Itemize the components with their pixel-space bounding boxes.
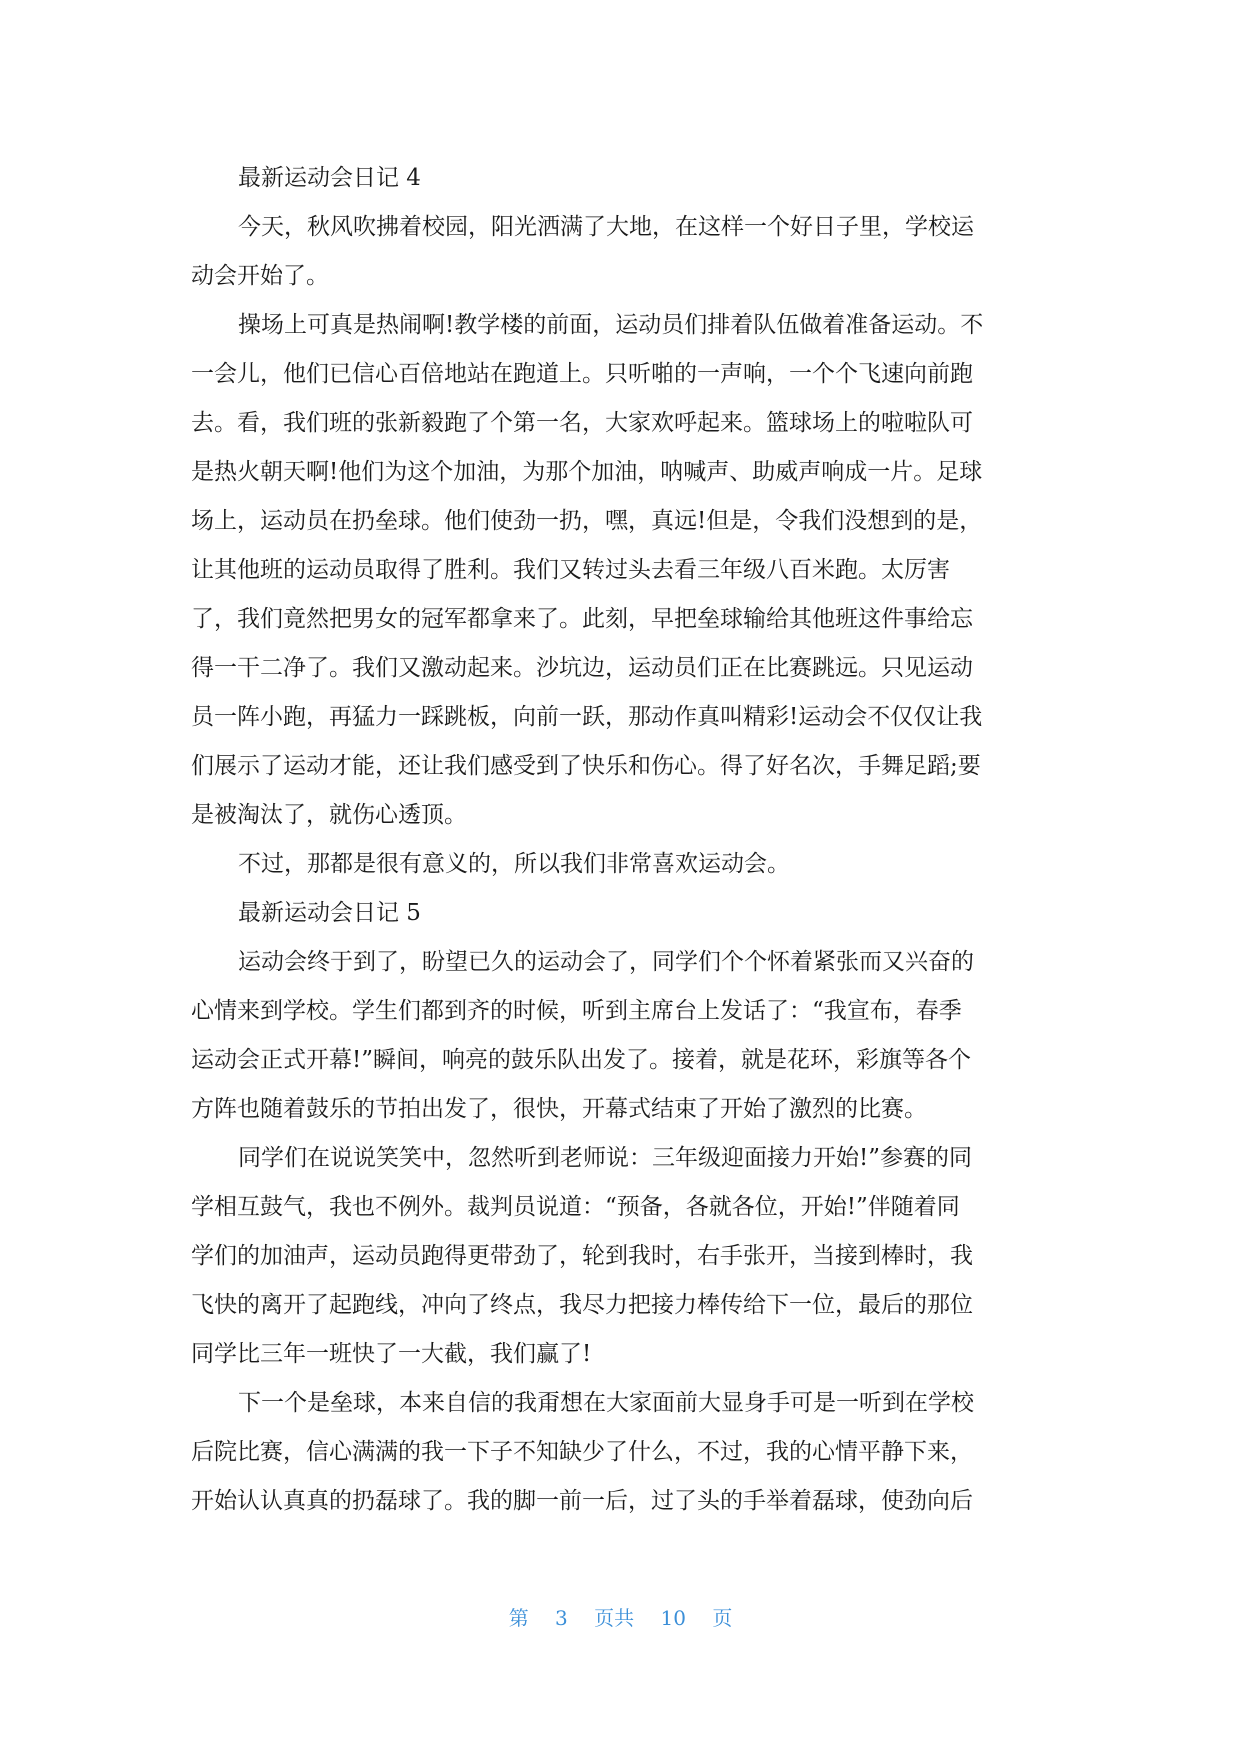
text-line: 操场上可真是热闹啊!教学楼的前面，运动员们排着队伍做着准备运动。不 <box>238 312 984 338</box>
text-line: 得一干二净了。我们又激动起来。沙坑边，运动员们正在比赛跳远。只见运动 <box>191 655 973 681</box>
text-line: 员一阵小跑，再猛力一踩跳板，向前一跃，那动作真叫精彩!运动会不仅仅让我 <box>191 704 983 730</box>
footer-ye: 页 <box>712 1606 733 1630</box>
text-line: 下一个是垒球，本来自信的我甭想在大家面前大显身手可是一听到在学校 <box>238 1390 974 1416</box>
text-line: 同学们在说说笑笑中，忽然听到老师说：三年级迎面接力开始!”参赛的同 <box>238 1145 973 1171</box>
text-line: 了，我们竟然把男女的冠军都拿来了。此刻，早把垒球输给其他班这件事给忘 <box>191 606 973 632</box>
text-line: 心情来到学校。学生们都到齐的时候，听到主席台上发话了：“我宣布，春季 <box>191 998 962 1024</box>
text-line: 方阵也随着鼓乐的节拍出发了，很快，开幕式结束了开始了激烈的比赛。 <box>191 1096 927 1122</box>
text-line: 让其他班的运动员取得了胜利。我们又转过头去看三年级八百米跑。太厉害 <box>191 557 950 583</box>
text-line: 是被淘汰了，就伤心透顶。 <box>191 802 467 828</box>
text-line: 场上，运动员在扔垒球。他们使劲一扔，嘿，真远!但是，令我们没想到的是， <box>191 508 983 534</box>
text-line: 动会开始了。 <box>191 263 329 289</box>
document-body <box>191 154 1051 1526</box>
text-line: 开始认认真真的扔磊球了。我的脚一前一后，过了头的手举着磊球，使劲向后 <box>191 1488 973 1514</box>
footer-di: 第 <box>508 1606 529 1630</box>
footer-current-page: 3 <box>555 1606 568 1630</box>
text-line: 最新运动会日记 5 <box>238 900 421 926</box>
footer-ye-gong: 页共 <box>594 1606 635 1630</box>
text-line: 学相互鼓气，我也不例外。裁判员说道：“预备，各就各位，开始!”伴随着同 <box>191 1194 960 1220</box>
text-line: 学们的加油声，运动员跑得更带劲了，轮到我时，右手张开，当接到棒时，我 <box>191 1243 973 1269</box>
text-line: 今天，秋风吹拂着校园，阳光洒满了大地，在这样一个好日子里，学校运 <box>238 214 974 240</box>
text-line: 运动会终于到了，盼望已久的运动会了，同学们个个怀着紧张而又兴奋的 <box>238 949 974 975</box>
text-line: 们展示了运动才能，还让我们感受到了快乐和伤心。得了好名次，手舞足蹈;要 <box>191 753 981 779</box>
text-line: 最新运动会日记 4 <box>238 165 421 191</box>
text-line: 不过，那都是很有意义的，所以我们非常喜欢运动会。 <box>238 851 790 877</box>
text-line: 同学比三年一班快了一大截，我们赢了! <box>191 1341 592 1367</box>
text-line: 一会儿，他们已信心百倍地站在跑道上。只听啪的一声响，一个个飞速向前跑 <box>191 361 973 387</box>
page-footer <box>0 1602 1241 1631</box>
text-line: 后院比赛，信心满满的我一下子不知缺少了什么，不过，我的心情平静下来， <box>191 1439 973 1465</box>
text-line: 去。看，我们班的张新毅跑了个第一名，大家欢呼起来。篮球场上的啦啦队可 <box>191 410 973 436</box>
text-line: 运动会正式开幕!”瞬间，响亮的鼓乐队出发了。接着，就是花环，彩旗等各个 <box>191 1047 972 1073</box>
text-line: 飞快的离开了起跑线，冲向了终点，我尽力把接力棒传给下一位，最后的那位 <box>191 1292 973 1318</box>
text-line: 是热火朝天啊!他们为这个加油，为那个加油，呐喊声、助威声响成一片。足球 <box>191 459 983 485</box>
footer-total-pages: 10 <box>660 1606 686 1630</box>
